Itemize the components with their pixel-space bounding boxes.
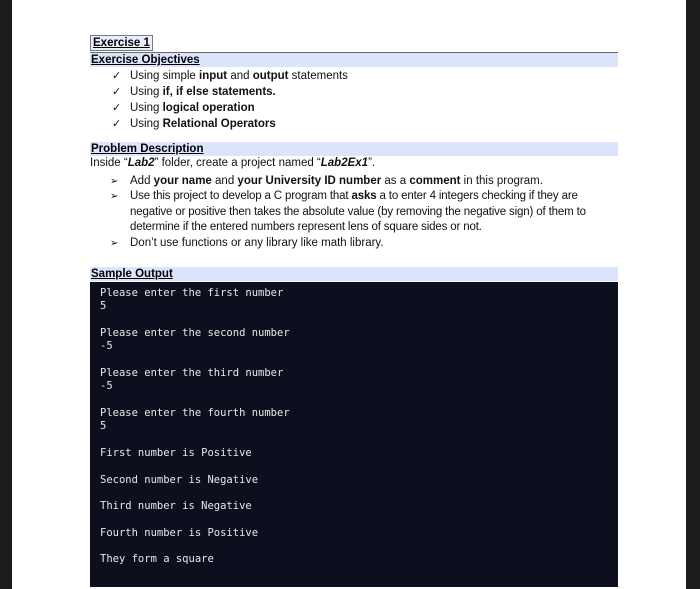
objective-item: ✓ Using Relational Operators (112, 118, 276, 130)
terminal-line: Please enter the first number (100, 287, 284, 299)
objective-item: ✓ Using simple input and output statements (112, 70, 348, 82)
terminal-line: They form a square (100, 553, 214, 565)
terminal-line: Fourth number is Positive (100, 526, 259, 539)
objectives-heading: Exercise Objectives (90, 52, 618, 67)
objective-item: ✓ Using logical operation (112, 102, 255, 114)
objectives-list (90, 68, 618, 132)
problem-bullet: ➢ Use this project to develop a C program that asks a to enter 4 integers checking if they are negative or positive then takes the absolute value (by removing the negative sign) of them to determine if the entered numbers represent lens of square sides or not. (110, 190, 586, 233)
terminal-line: -5 (100, 380, 113, 392)
arrow-bullet-icon: ➢ (110, 237, 119, 249)
checkmark-icon: ✓ (112, 118, 122, 130)
terminal-line: 5 (100, 300, 107, 312)
terminal-line: 5 (100, 420, 107, 432)
problem-heading: Problem Description (90, 142, 618, 156)
terminal-line: First number is Positive (100, 447, 252, 459)
checkmark-icon: ✓ (112, 70, 122, 82)
terminal-line: -5 (100, 340, 113, 352)
checkmark-icon: ✓ (112, 86, 122, 98)
problem-bullet: ➢ Don’t use functions or any library like math library. (90, 236, 618, 252)
problem-bullet: ➢ Add your name and your University ID number as a comment in this program. (90, 174, 618, 190)
objective-item: ✓ Using if, if else statements. (112, 86, 276, 98)
sample-output-terminal (90, 282, 618, 587)
document-content (90, 33, 618, 587)
terminal-line: Please enter the fourth number (100, 407, 290, 419)
checkmark-icon: ✓ (112, 102, 122, 114)
terminal-line: Please enter the third number (100, 367, 284, 379)
problem-intro: Inside “Lab2” folder, create a project named “Lab2Ex1”. (90, 157, 376, 169)
terminal-line: Third number is Negative (100, 500, 252, 512)
problem-bullets (90, 174, 618, 252)
arrow-bullet-icon: ➢ (110, 191, 119, 202)
exercise-title: Exercise 1 (90, 35, 153, 51)
sample-output-heading: Sample Output (90, 267, 618, 281)
arrow-bullet-icon: ➢ (110, 175, 119, 187)
terminal-line: Please enter the second number (100, 327, 290, 339)
terminal-line: Second number is Negative (100, 473, 259, 486)
document-page (12, 0, 686, 589)
